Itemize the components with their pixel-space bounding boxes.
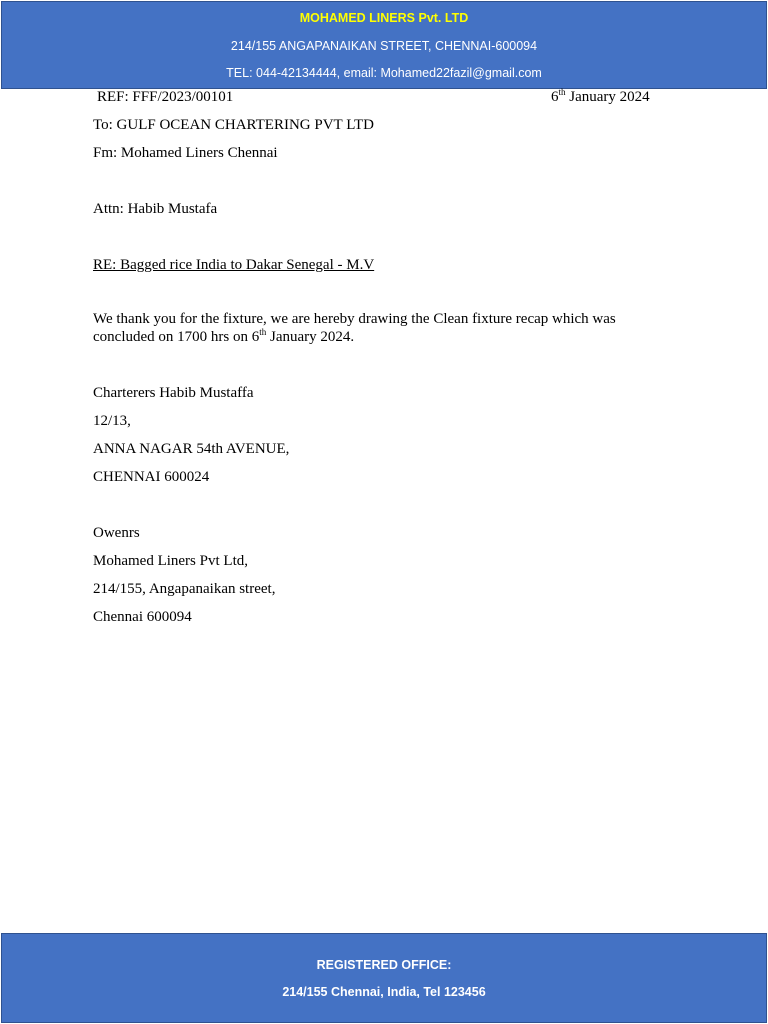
date-day: 6 — [551, 89, 559, 105]
recipient-line: To: GULF OCEAN CHARTERING PVT LTD — [93, 117, 374, 133]
charterers-address-line: ANNA NAGAR 54th AVENUE, — [93, 441, 290, 457]
company-contact: TEL: 044-42134444, email: Mohamed22fazil@gmail.com — [226, 66, 542, 80]
sender-line: Fm: Mohamed Liners Chennai — [93, 145, 278, 161]
letterhead-header — [1, 1, 767, 89]
subject-line: RE: Bagged rice India to Dakar Senegal - M.V — [93, 257, 375, 273]
owners-address-line: Chennai 600094 — [93, 609, 192, 625]
body-text-end: January 2024. — [266, 329, 355, 345]
charterers-address-line: 12/13, — [93, 413, 131, 429]
attention-line: Attn: Habib Mustafa — [93, 201, 218, 217]
registered-office-address: 214/155 Chennai, India, Tel 123456 — [282, 985, 486, 999]
registered-office-title: REGISTERED OFFICE: — [316, 958, 452, 972]
body-text: We thank you for the fixture, we are hereby drawing the Clean fixture recap which was concluded on 1700 hrs on 6 — [93, 311, 616, 345]
body-date-suffix: th — [259, 327, 267, 337]
letter-date — [551, 88, 650, 106]
charterers-address-line: CHENNAI 600024 — [93, 469, 210, 485]
date-month-year: January 2024 — [565, 89, 650, 105]
date-suffix: th — [558, 87, 566, 97]
company-address: 214/155 ANGAPANAIKAN STREET, CHENNAI-600094 — [230, 39, 538, 53]
owners-name: Mohamed Liners Pvt Ltd, — [93, 553, 248, 569]
charterers-name: Charterers Habib Mustaffa — [93, 385, 254, 401]
owners-heading: Owenrs — [93, 525, 140, 541]
company-name: MOHAMED LINERS Pvt. LTD — [299, 11, 469, 25]
owners-address-line: 214/155, Angapanaikan street, — [93, 581, 276, 597]
reference-number: REF: FFF/2023/00101 — [97, 89, 234, 105]
body-paragraph — [93, 310, 653, 346]
letterhead-footer — [1, 933, 767, 1023]
